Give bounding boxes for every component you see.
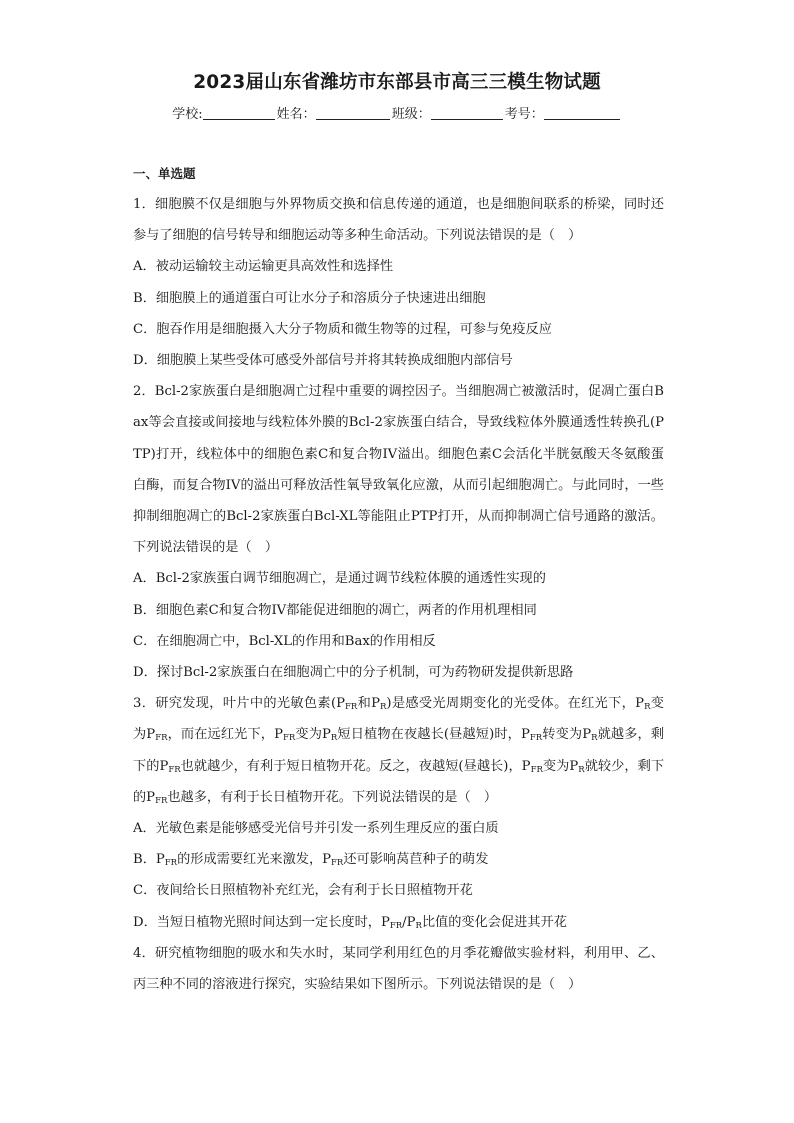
question-3-option-a[interactable] <box>133 813 664 844</box>
q3a-text: A．光敏色素是能够感受光信号并引发一系列生理反应的蛋白质 <box>133 821 499 837</box>
question-1-option-a[interactable]: A．被动运输较主动运输更具高效性和选择性 <box>133 259 394 275</box>
q3-stem-text: 3．研究发现，叶片中的光敏色素(P <box>133 696 345 712</box>
q3b-sub: FR <box>331 858 344 869</box>
question-1-stem: 1．细胞膜不仅是细胞与外界物质交换和信息传递的通道，也是细胞间联系的桥梁，同时还参与了细胞的信号转导和细胞运动等多种生命活动。下列说法错误的是（ ） <box>133 197 664 244</box>
q3-stem-text: 转变为P <box>542 727 592 743</box>
q3b-sub: FR <box>164 858 178 869</box>
school-blank[interactable] <box>203 105 275 120</box>
q3-sub: R <box>591 733 598 744</box>
question-2-option-b[interactable]: B．细胞色素C和复合物IV都能促进细胞的凋亡，两者的作用机理相同 <box>133 602 537 618</box>
question-1-option-d[interactable]: D．细胞膜上某些受体可感受外部信号并将其转换成细胞内部信号 <box>133 353 513 369</box>
q3-stem-text: 变为P <box>542 758 579 774</box>
q3-stem-text: 变为P <box>133 696 664 743</box>
question-4-stem: 4．研究植物细胞的吸水和失水时，某同学利用红色的月季花瓣做实验材料，利用甲、乙、丙三种不同的溶液进行探究，实验结果如下图所示。下列说法错误的是（ ） <box>133 945 664 993</box>
q3d-text: /P <box>402 914 416 930</box>
question-2-option-d[interactable]: D．探讨Bcl-2家族蛋白在细胞凋亡中的分子机制，可为药物研发提供新思路 <box>133 665 574 681</box>
q3-stem-text: 变为P <box>295 727 331 743</box>
question-1-option-c[interactable]: C．胞吞作用是细胞摄入大分子物质和微生物等的过程，可参与免疫反应 <box>133 321 552 337</box>
q3d-sub: FR <box>389 920 403 931</box>
q3-sub: R <box>380 702 387 713</box>
q3-sub: R <box>578 764 585 775</box>
q3-stem-text: )是感受光周期变化的光受体。在红光下，P <box>386 696 645 712</box>
question-2-stem: 2．Bcl-2家族蛋白是细胞凋亡过程中重要的调控因子。当细胞凋亡被激活时，促凋亡蛋白Bax等会直接或间接地与线粒体外膜的Bcl-2家族蛋白结合，导致线粒体外膜通透性转换孔(PTP)打开，线粒体中的细胞色素C和复合物IV溢出。细胞色素C会活化半胱氨酸天冬氨酸蛋白酶，而复合物IV的溢出可释放活性氧导致氧化应激，从而引起细胞凋亡。与此同时，一些抑制细胞凋亡的Bcl-2家族蛋白Bcl-XL等能阻止PTP打开，从而抑制凋亡信号通路的激活。下列说法错误的是（ ） <box>133 384 664 556</box>
q3d-text: 比值的变化会促进其开花 <box>421 914 567 930</box>
q3d-sub: R <box>415 920 422 931</box>
question-content <box>133 163 664 1000</box>
q3-stem-text: 短日植物在夜越长(昼越短)时，P <box>337 727 530 743</box>
q3-sub: FR <box>282 733 296 744</box>
name-blank[interactable] <box>316 105 390 120</box>
question-2-option-a[interactable]: A．Bcl-2家族蛋白调节细胞凋亡，是通过调节线粒体膜的通透性实现的 <box>133 571 546 587</box>
q3-stem-text: 也就越少，有利于短日植物开花。反之，夜越短(昼越长)，P <box>180 758 531 774</box>
q3-stem-text: 也越多，有利于长日植物开花。下列说法错误的是（ ） <box>167 789 498 805</box>
school-label: 学校: <box>172 107 203 122</box>
q3-sub: FR <box>168 764 181 775</box>
section-title: 一、单选题 <box>133 166 196 181</box>
name-label: 姓名： <box>276 107 316 122</box>
q3-sub: FR <box>529 733 543 744</box>
class-label: 班级： <box>391 107 431 122</box>
q3b-text: 还可影响莴苣种子的萌发 <box>343 852 489 868</box>
q3-stem-text: ，而在远红光下，P <box>167 727 283 743</box>
exam-no-label: 考号： <box>504 107 544 122</box>
q3-sub: FR <box>155 733 168 744</box>
q3-sub: FR <box>155 795 168 806</box>
q3-stem-text: 就越多，剩下的P <box>133 727 665 774</box>
student-info-line <box>0 103 794 122</box>
question-3-option-c[interactable] <box>133 875 664 906</box>
class-blank[interactable] <box>431 105 503 120</box>
question-3-option-b[interactable] <box>133 844 664 875</box>
exam-title: 2023届山东省潍坊市东部县市高三三模生物试题 <box>193 72 601 93</box>
question-1-option-b[interactable]: B．细胞膜上的通道蛋白可让水分子和溶质分子快速进出细胞 <box>133 290 486 306</box>
exam-no-blank[interactable] <box>544 105 620 120</box>
question-2-option-c[interactable]: C．在细胞凋亡中，Bcl-XL的作用和Bax的作用相反 <box>133 633 436 649</box>
q3-sub: R <box>330 733 338 744</box>
q3c-text: C．夜间给长日照植物补充红光，会有利于长日照植物开花 <box>133 883 473 899</box>
question-3-stem <box>133 688 664 813</box>
q3-sub: FR <box>344 702 358 713</box>
question-3-option-d[interactable] <box>133 907 664 938</box>
q3b-text: 的形成需要红光来激发，P <box>177 852 332 868</box>
q3-stem-text: 就较少，剩下的P <box>133 758 665 805</box>
q3b-text: B．P <box>133 852 165 868</box>
q3-sub: R <box>644 702 651 713</box>
q3-stem-text: 和P <box>357 696 380 712</box>
q3d-text: D．当短日植物光照时间达到一定长度时，P <box>133 914 390 930</box>
q3-sub: FR <box>530 764 543 775</box>
